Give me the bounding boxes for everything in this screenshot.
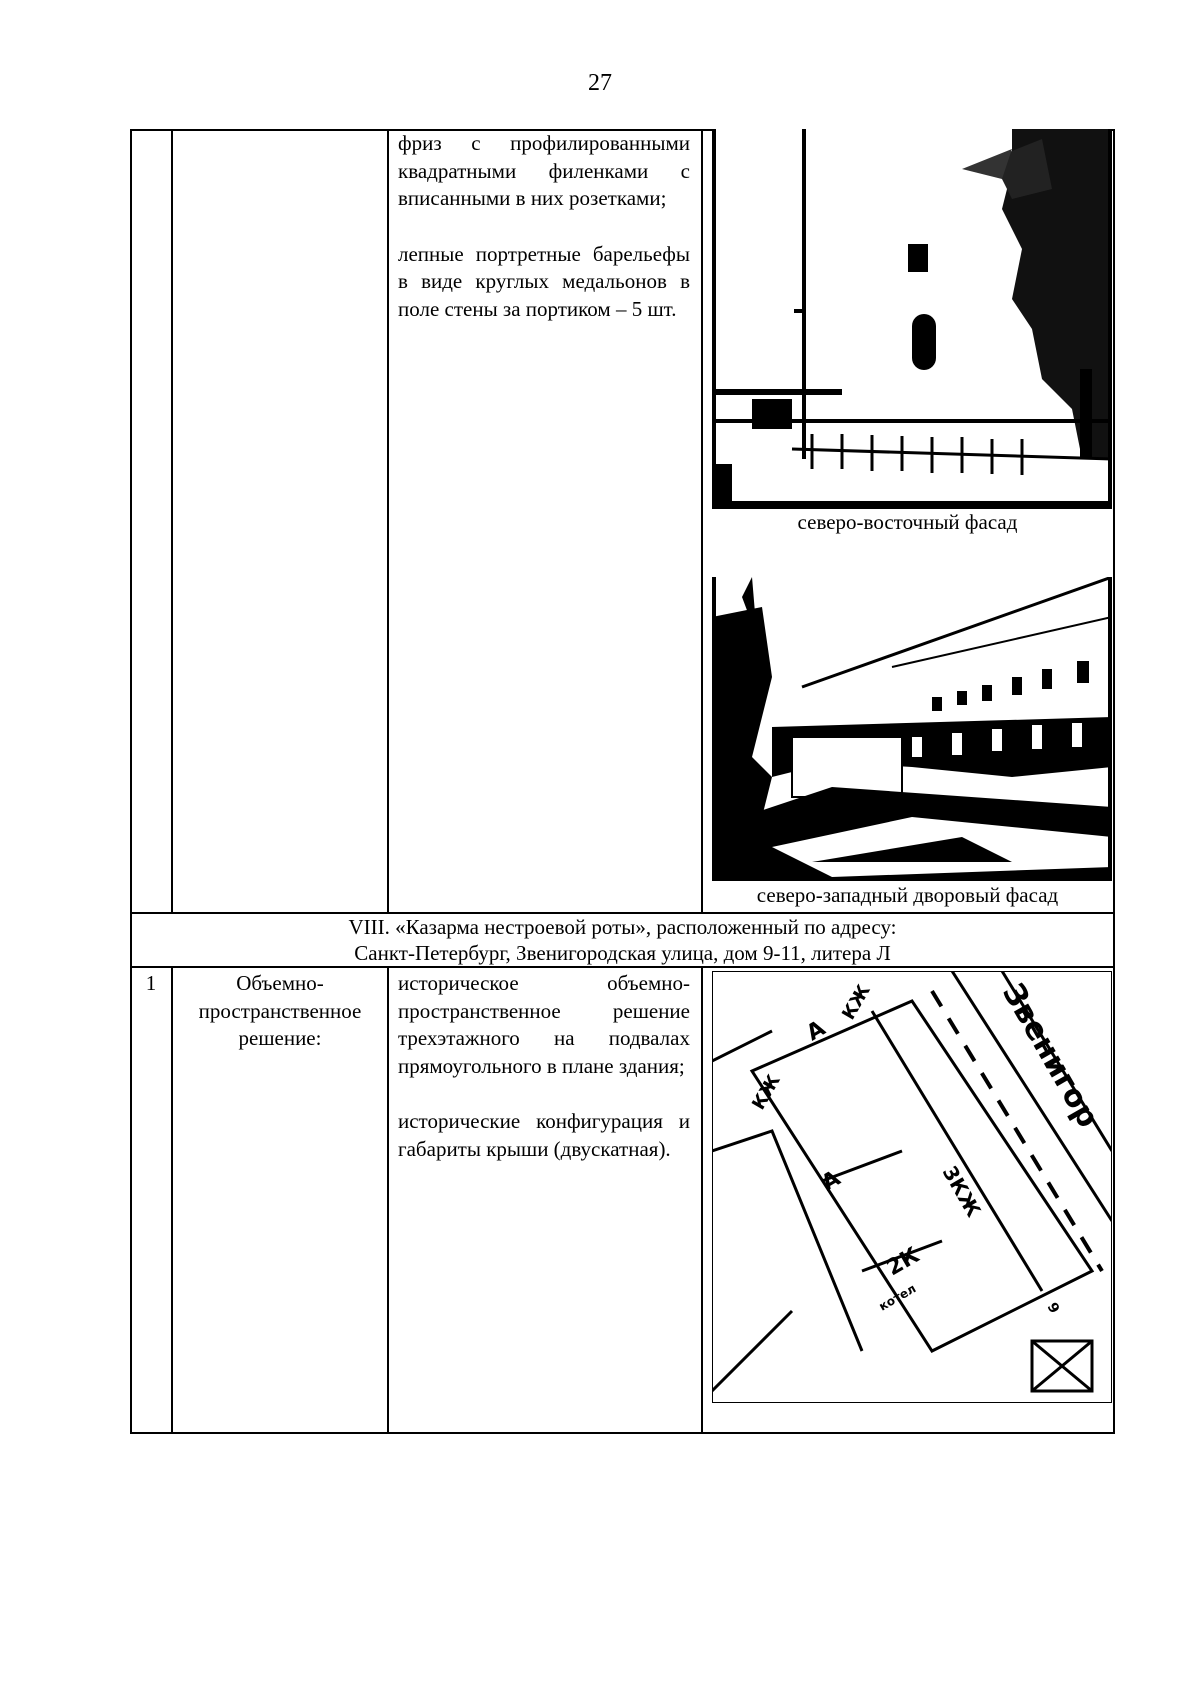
photo-northeast-facade xyxy=(712,129,1112,509)
map-label-kotel: котел xyxy=(876,1281,919,1314)
continued-features xyxy=(398,130,690,351)
map-label-a-top: А xyxy=(802,1016,830,1047)
col-divider-3-upper xyxy=(701,129,703,912)
col-divider-2-upper xyxy=(387,129,389,912)
col-divider-3-lower xyxy=(701,966,703,1434)
caption-northeast-facade: северо-восточный фасад xyxy=(797,510,1018,534)
map-label-kzh-top: КЖ xyxy=(838,981,875,1024)
feature-frieze: фриз с профилированными квадратными филенками с вписанными в них розетками; xyxy=(398,131,690,210)
map-label-kzh-left: КЖ xyxy=(748,1071,785,1114)
map-label-a-mid: А xyxy=(817,1166,845,1197)
row-element-name: Объемно-пространственное решение: xyxy=(198,971,362,1050)
photo-northwest-courtyard-facade xyxy=(712,577,1112,881)
row-features xyxy=(398,970,690,1191)
site-plan-map xyxy=(712,971,1112,1403)
col-divider-1-lower xyxy=(171,966,173,1434)
col-divider-1-upper xyxy=(171,129,173,912)
page-number: 27 xyxy=(588,70,612,96)
map-label-9: 9 xyxy=(1043,1300,1063,1317)
divider-section-bottom xyxy=(130,966,1115,968)
section-title-line2: Санкт-Петербург, Звенигородская улица, дом 9-11, литера Л xyxy=(354,941,891,965)
map-label-2k: 2К xyxy=(882,1242,924,1282)
section-title-line1: VIII. «Казарма нестроевой роты», расположенный по адресу: xyxy=(348,915,897,939)
feature-roof: исторические конфигурация и габариты крыши (двускатная). xyxy=(398,1109,690,1161)
feature-bas-reliefs: лепные портретные барельефы в виде круглых медальонов в поле стены за портиком – 5 шт. xyxy=(398,241,690,321)
row-number: 1 xyxy=(145,971,157,995)
caption-northwest-courtyard-facade: северо-западный дворовый фасад xyxy=(756,883,1059,907)
map-label-street: Звенигор xyxy=(995,977,1106,1134)
feature-volume-solution: историческое объемно-пространственное решение трехэтажного на подвалах прямоугольного в плане здания; xyxy=(398,971,690,1078)
col-divider-2-lower xyxy=(387,966,389,1434)
map-label-3kzh: 3КЖ xyxy=(937,1161,986,1221)
